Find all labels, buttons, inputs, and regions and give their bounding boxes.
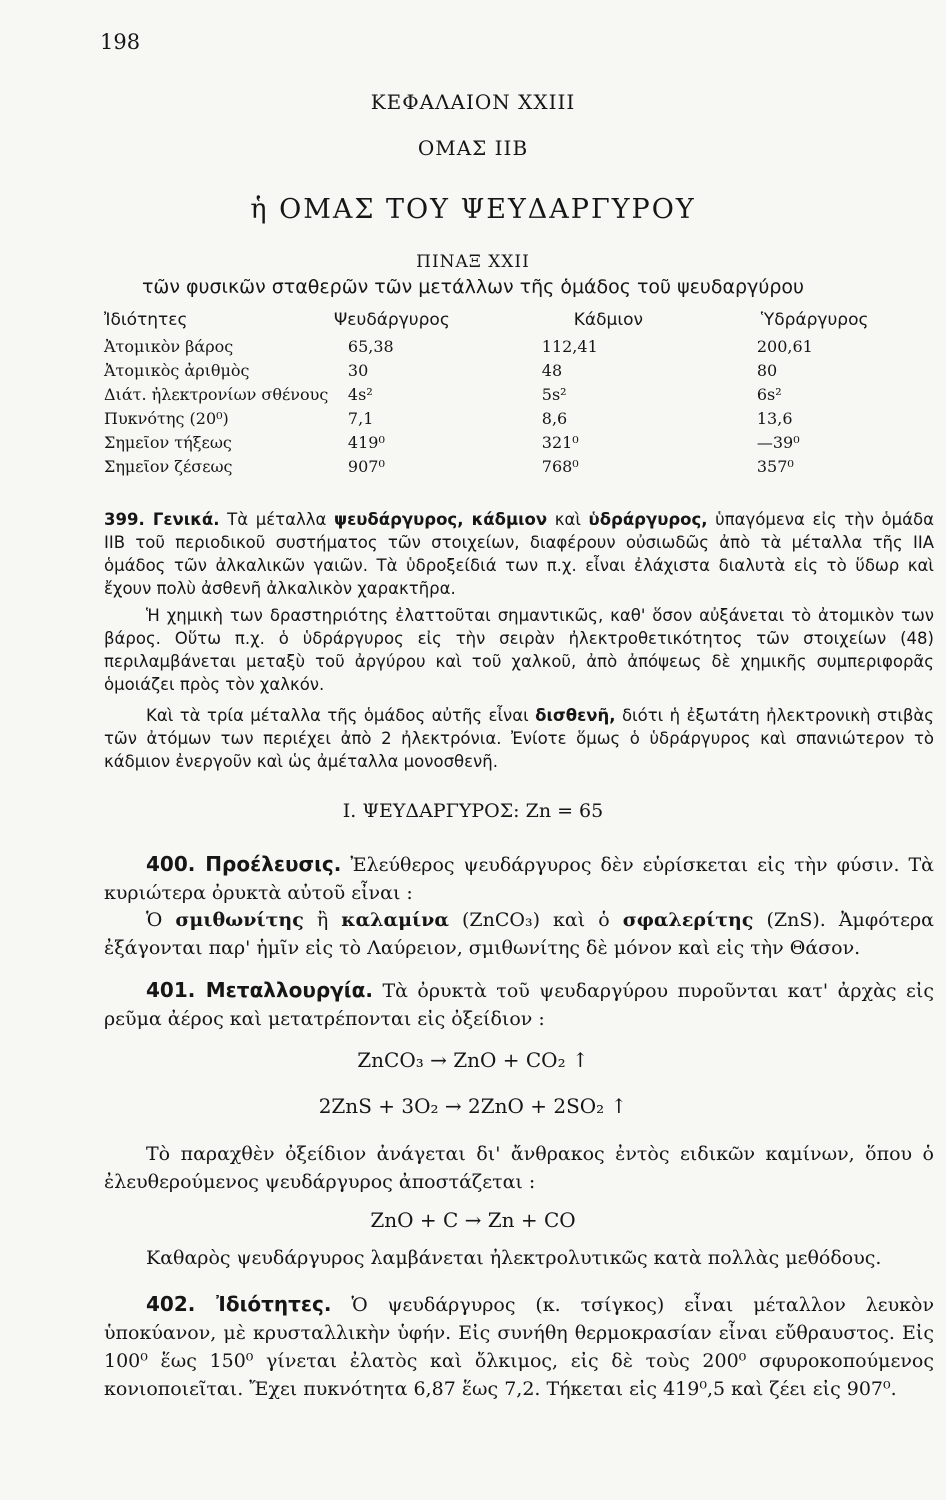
- paragraph-402-properties: 402. Ἰδιότητες. Ὁ ψευδάργυρος (κ. τσίγκος) εἶναι μέταλλον λευκὸν ὑποκύανον, μὲ κρυσταλλικὴν ὑφήν. Εἰς συνήθη θερμοκρασίαν εἶναι εὔθραυστος. Εἰς 100⁰ ἕως 150⁰ γίνεται ἐλατὸς καὶ ὄλκιμος, εἰς δὲ τοὺς 200⁰ σφυροκοπούμενος κονιοποιεῖται. Ἔχει πυκνότητα 6,87 ἕως 7,2. Τήκεται εἰς 419⁰,5 καὶ ζέει εἰς 907⁰.: [104, 1292, 934, 1400]
- table-cell: 7,1: [347, 408, 374, 428]
- section-number-401: 401. Μεταλλουργία.: [146, 978, 373, 1002]
- table-cell: Πυκνότης (20⁰): [104, 408, 229, 428]
- section-number-400: 400. Προέλευσις.: [146, 852, 342, 876]
- table-cell: —39⁰: [756, 432, 800, 452]
- paragraph-401-electrolysis: Καθαρὸς ψευδάργυρος λαμβάνεται ἠλεκτρολυτικῶς κατὰ πολλὰς μεθόδους.: [146, 1247, 882, 1269]
- table-cell: 321⁰: [541, 432, 579, 452]
- section-number-402: 402. Ἰδιότητες.: [146, 1292, 332, 1316]
- table-cell: 5s²: [541, 384, 567, 404]
- table-header: Ὑδράργυρος: [760, 310, 869, 330]
- table-cell: 907⁰: [347, 456, 385, 476]
- table-cell: 8,6: [541, 408, 568, 428]
- table-row: [104, 358, 946, 382]
- paragraph-399-valence: Καὶ τὰ τρία μέταλλα τῆς ὁμάδος αὐτῆς εἶναι δισθενῆ, διότι ἡ ἐξωτάτη ἠλεκτρονικὴ στιβὰς τῶν ἀτόμων των περιέχει ἀπὸ 2 ἠλεκτρόνια. Ἐνίοτε ὅμως ὁ ὑδράργυρος καὶ σπανιώτερον τὸ κάδμιον ἐνεργοῦν καὶ ὡς ἀμέταλλα μονοσθενῆ.: [104, 706, 934, 771]
- table-row: [104, 454, 946, 478]
- table-row: [104, 430, 946, 454]
- table-number: ΠΙΝΑΞ XXII: [416, 252, 530, 272]
- paragraph-400-origin: 400. Προέλευσις. Ἐλεύθερος ψευδάργυρος δὲν εὑρίσκεται εἰς τὴν φύσιν. Τὰ κυριώτερα ὀρυκτὰ αὐτοῦ εἶναι :: [104, 852, 935, 904]
- table-header: Κάδμιον: [573, 310, 643, 330]
- group-title: ἡ ΟΜΑΣ ΤΟΥ ΨΕΥΔΑΡΓΥΡΟΥ: [250, 194, 696, 225]
- table-header: Ψευδάργυρος: [333, 310, 450, 330]
- table-header-row: [104, 306, 946, 334]
- table-cell: 13,6: [756, 408, 793, 428]
- table-cell: 357⁰: [756, 456, 794, 476]
- table-cell: 80: [756, 360, 778, 380]
- section-heading-zinc: I. ΨΕΥΔΑΡΓΥΡΟΣ: Zn = 65: [342, 800, 604, 822]
- group-heading: ΟΜΑΣ IIB: [417, 136, 529, 160]
- table-cell: 112,41: [541, 336, 598, 356]
- table-cell: 30: [347, 360, 369, 380]
- page-number: 198: [100, 30, 141, 54]
- table-row: [104, 382, 946, 406]
- table-header: Ἰδιότητες: [104, 310, 188, 330]
- equation-2: 2ZnS + 3O₂ → 2ZnO + 2SO₂ ↑: [318, 1094, 628, 1118]
- table-cell: Ἀτομικὸν βάρος: [104, 336, 234, 356]
- table-row: [104, 334, 946, 358]
- paragraph-401-metallurgy: 401. Μεταλλουργία. Τὰ ὀρυκτὰ τοῦ ψευδαργύρου πυροῦνται κατ' ἀρχὰς εἰς ρεῦμα ἀέρος καὶ μετατρέπονται εἰς ὀξείδιον :: [104, 978, 934, 1030]
- table-cell: 419⁰: [347, 432, 385, 452]
- table-row: [104, 406, 946, 430]
- equation-1: ZnCO₃ → ZnO + CO₂ ↑: [357, 1048, 589, 1072]
- table-cell: 65,38: [347, 336, 394, 356]
- table-cell: 6s²: [756, 384, 782, 404]
- paragraph-400-minerals: Ὁ σμιθωνίτης ἢ καλαμίνα (ZnCO₃) καὶ ὁ σφαλερίτης (ZnS). Ἀμφότερα ἐξάγονται παρ' ἡμῖν εἰς τὸ Λαύρειον, σμιθωνίτης δὲ μόνον καὶ εἰς τὴν Θάσον.: [104, 909, 934, 959]
- equation-3: ZnO + C → Zn + CO: [370, 1208, 576, 1232]
- table-cell: Σημεῖον τήξεως: [104, 432, 232, 452]
- section-number-399: 399. Γενικά.: [104, 510, 220, 529]
- table-cell: Διάτ. ἠλεκτρονίων σθένους: [104, 384, 329, 404]
- chapter-heading: ΚΕΦΑΛΑΙΟΝ XXIII: [370, 90, 576, 114]
- constants-table: [104, 306, 946, 478]
- table-cell: 768⁰: [541, 456, 579, 476]
- paragraph-401-reduction: Τὸ παραχθὲν ὀξείδιον ἀνάγεται δι' ἄνθρακος ἐντὸς ειδικῶν καμίνων, ὅπου ὁ ἐλευθερούμενος ψευδάργυρος ἀποστάζεται :: [104, 1143, 934, 1193]
- table-cell: 48: [541, 360, 563, 380]
- table-cell: 4s²: [347, 384, 373, 404]
- table-caption: τῶν φυσικῶν σταθερῶν τῶν μετάλλων τῆς ὁμάδος τοῦ ψευδαργύρου: [141, 276, 805, 298]
- table-cell: Ἀτομικὸς ἀριθμὸς: [104, 360, 250, 380]
- table-cell: Σημεῖον ζέσεως: [104, 456, 233, 476]
- paragraph-399-activity: Ἡ χημικὴ των δραστηριότης ἐλαττοῦται σημαντικῶς, καθ' ὅσον αὐξάνεται τὸ ἀτομικὸν των βάρος. Οὕτω π.χ. ὁ ὑδράργυρος εἰς τὴν σειρὰν ἠλεκτροθετικότητος τῶν στοιχείων (48) περιλαμβάνεται μεταξὺ τοῦ ἀργύρου καὶ τοῦ χαλκοῦ, ἀπὸ ἀπόψεως δὲ χημικῆς συμπεριφορᾶς ὁμοιάζει πρὸς τὸν χαλκόν.: [104, 606, 934, 694]
- table-cell: 200,61: [756, 336, 813, 356]
- paragraph-399-general: 399. Γενικά. Τὰ μέταλλα ψευδάργυρος, κάδμιον καὶ ὑδράργυρος, ὑπαγόμενα εἰς τὴν ὁμάδα IIB τοῦ περιοδικοῦ συστήματος τῶν στοιχείων, διαφέρουν οὐσιωδῶς ἀπὸ τὰ μέταλλα τῆς IIA ὁμάδος τῶν ἀλκαλικῶν γαιῶν. Τὰ ὑδροξείδιά των π.χ. εἶναι ἐλάχιστα διαλυτὰ εἰς τὸ ὕδωρ καὶ ἔχουν πολὺ ἀσθενῆ ἀλκαλικὸν χαρακτῆρα.: [104, 510, 934, 598]
